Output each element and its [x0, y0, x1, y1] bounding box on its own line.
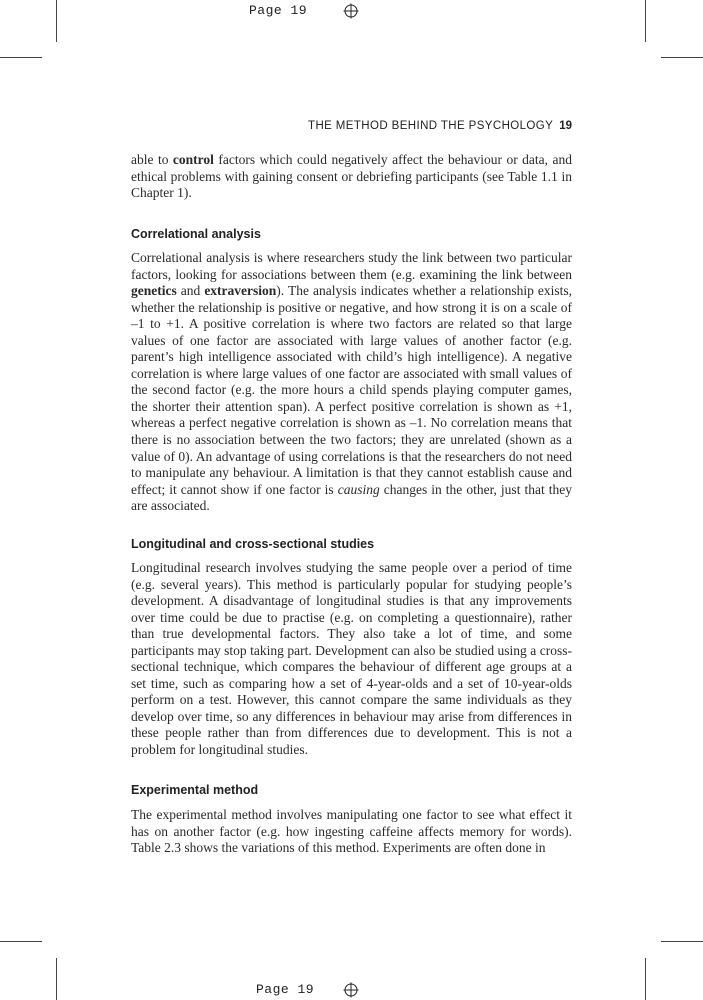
heading-experimental-method: Experimental method	[131, 783, 259, 797]
crop-mark-bottom-left-horizontal	[0, 941, 42, 942]
running-head	[131, 120, 572, 132]
glossary-term-extraversion: extraversion	[204, 283, 277, 299]
page-number: 19	[559, 120, 572, 132]
paragraph-continued	[131, 152, 572, 202]
crop-mark-top-right-horizontal	[661, 57, 703, 58]
text-run: changes in the other, just that they are associated.	[131, 481, 572, 514]
text-run: able to	[131, 152, 173, 167]
heading-correlational-analysis: Correlational analysis	[131, 227, 261, 241]
crop-mark-bottom-left-vertical	[56, 958, 57, 1000]
page-slug-top: Page 19	[249, 3, 308, 18]
paragraph-correlational-analysis	[131, 250, 572, 515]
heading-longitudinal-studies: Longitudinal and cross-sectional studies	[131, 537, 375, 551]
text-run: and	[176, 283, 205, 299]
crosshair-circle-icon	[343, 3, 359, 19]
emphasis-causing: causing	[337, 481, 380, 497]
text-run: ). The analysis indicates whether a relationship exists, whether the relationship is positive or negative, and how strong it is on a scale of –1 to +1. A positive correlation is where two factors are related so that large values of one factor are associated with large values of another factor (e.g. parent’s high intelligence associated with child’s high intelligence). A negative correlation is where large values of one factor are associated with small values of the second factor (e.g. the more hours a child spends playing computer games, the shorter their attention span). A perfect positive correlation is shown as +1, whereas a perfect negative correlation is shown as –1. No correlation means that there is no association between the two factors; they are unrelated (shown as a value of 0). An advantage of using correlations is that the researchers do not need to manipulate any behaviour. A limitation is that they cannot establish cause and effect; it cannot show if one factor is	[131, 283, 572, 497]
glossary-term-genetics: genetics	[131, 283, 177, 299]
paragraph-longitudinal-studies: Longitudinal research involves studying the same people over a period of time (e.g. several years). This method is particularly popular for studying people’s development. A disadvantage of longitudinal studies is that any improvements over time could be due to practise (e.g. on completing a questionnaire), rather than true developmental factors. They also take a lot of time, and some participants may stop taking part. Development can also be studied using a cross-sectional technique, which compares the behaviour of different age groups at a set time, such as comparing how a set of 4-year-olds and a set of 10-year-olds perform on a test. However, this cannot compare the same individuals as they develop over time, so any differences in behaviour may arise from differences in these people rather than from differences due to development. This is not a problem for longitudinal studies.	[131, 560, 572, 758]
text-run: Correlational analysis is where researchers study the link between two particular factors, looking for associations between them (e.g. examining the link between	[131, 250, 572, 282]
running-head-title: THE METHOD BEHIND THE PSYCHOLOGY	[308, 120, 554, 132]
crop-mark-top-right-vertical	[645, 0, 646, 42]
crop-mark-top-left-vertical	[56, 0, 57, 42]
page-slug-bottom: Page 19	[256, 982, 315, 997]
crop-mark-bottom-right-horizontal	[661, 941, 703, 942]
text-run: factors which could negatively affect the behaviour or data, and ethical problems with gaining consent or debriefing participants (see Table 1.1 in Chapter 1).	[131, 152, 572, 201]
crosshair-circle-icon	[343, 982, 359, 998]
paragraph-experimental-method: The experimental method involves manipulating one factor to see what effect it has on another factor (e.g. how ingesting caffeine affects memory for words). Table 2.3 shows the variations of this method. Experiments are often done in	[131, 807, 572, 856]
crop-mark-top-left-horizontal	[0, 57, 42, 58]
glossary-term-control: control	[172, 152, 214, 167]
crop-mark-bottom-right-vertical	[645, 958, 646, 1000]
